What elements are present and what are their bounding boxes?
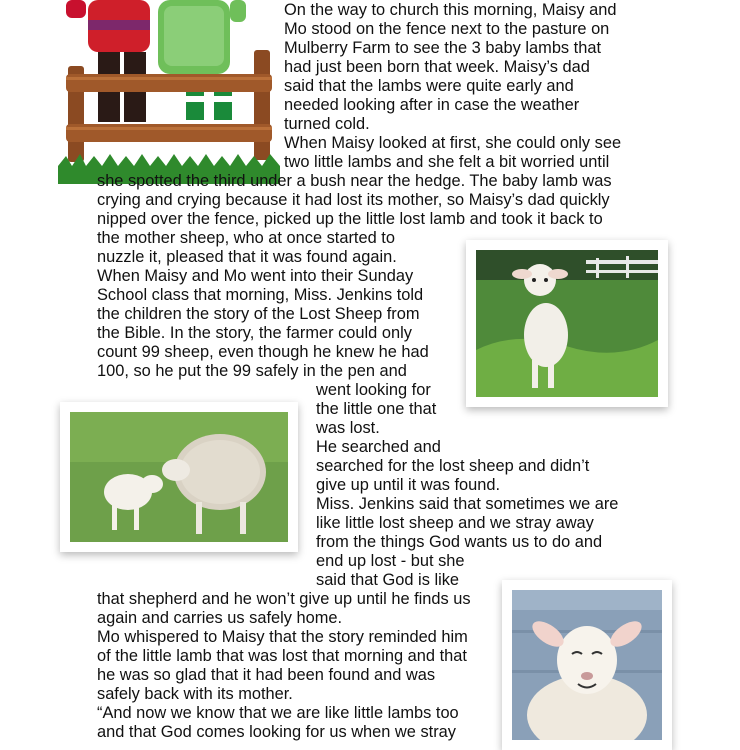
story-line: she spotted the third under a bush near the hedge. The baby lamb was bbox=[97, 172, 612, 190]
story-line: like little lost sheep and we stray away bbox=[316, 514, 594, 532]
story-line: On the way to church this morning, Maisy and bbox=[284, 1, 617, 19]
ewe-and-lamb-photo bbox=[60, 402, 298, 552]
story-line: said that God is like bbox=[316, 571, 460, 589]
knitted-dolls-fence-clipart bbox=[58, 0, 280, 184]
story-line: He searched and bbox=[316, 438, 441, 456]
story-line: turned cold. bbox=[284, 115, 370, 133]
story-line: went looking for bbox=[316, 381, 431, 399]
story-line: had just been born that week. Maisy’s dad bbox=[284, 58, 590, 76]
story-line: the Bible. In the story, the farmer could only bbox=[97, 324, 412, 342]
story-line: the mother sheep, who at once started to bbox=[97, 229, 395, 247]
story-line: from the things God wants us to do and bbox=[316, 533, 603, 551]
story-line: that shepherd and he won’t give up until he finds us bbox=[97, 590, 471, 608]
story-line: searched for the lost sheep and didn’t bbox=[316, 457, 590, 475]
story-line: When Maisy looked at first, she could only see bbox=[284, 134, 622, 152]
story-line: was lost. bbox=[316, 419, 380, 437]
story-line: give up until it was found. bbox=[316, 476, 501, 494]
smiling-lamb-photo bbox=[502, 580, 672, 750]
story-line: the little one that bbox=[316, 400, 437, 418]
story-line: of the little lamb that was lost that morning and that bbox=[97, 647, 467, 665]
story-line: 100, so he put the 99 safely in the pen and bbox=[97, 362, 407, 380]
story-line: end up lost - but she bbox=[316, 552, 465, 570]
story-line: count 99 sheep, even though he knew he had bbox=[97, 343, 429, 361]
story-line: When Maisy and Mo went into their Sunday bbox=[97, 267, 414, 285]
story-line: needed looking after in case the weather bbox=[284, 96, 580, 114]
story-line: said that the lambs were quite early and bbox=[284, 77, 574, 95]
story-line: Miss. Jenkins said that sometimes we are bbox=[316, 495, 619, 513]
lamb-in-grass-photo bbox=[466, 240, 668, 407]
story-line: Mulberry Farm to see the 3 baby lambs that bbox=[284, 39, 602, 57]
story-line: the children the story of the Lost Sheep from bbox=[97, 305, 420, 323]
story-line: nuzzle it, pleased that it was found again. bbox=[97, 248, 397, 266]
story-line: School class that morning, Miss. Jenkins told bbox=[97, 286, 424, 304]
story-line: two little lambs and she felt a bit worried until bbox=[284, 153, 610, 171]
story-line: again and carries us safely home. bbox=[97, 609, 343, 627]
story-line: he was so glad that it had been found and was bbox=[97, 666, 436, 684]
story-line: nipped over the fence, picked up the little lost lamb and took it back to bbox=[97, 210, 603, 228]
story-line: crying and crying because it had lost its mother, so Maisy’s dad quickly bbox=[97, 191, 610, 209]
story-line: safely back with its mother. bbox=[97, 685, 293, 703]
story-line: Mo whispered to Maisy that the story reminded him bbox=[97, 628, 468, 646]
story-line: “And now we know that we are like little lambs too bbox=[97, 704, 459, 722]
story-line: and that God comes looking for us when we stray bbox=[97, 723, 456, 741]
story-line: Mo stood on the fence next to the pasture on bbox=[284, 20, 610, 38]
